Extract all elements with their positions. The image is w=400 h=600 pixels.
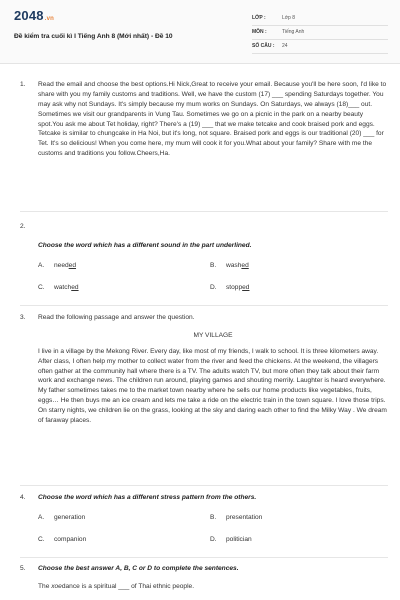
meta-key: MÔN :: [252, 28, 267, 35]
question-4: [20, 493, 388, 545]
question-instruction: Choose the word which has a different stress pattern from the others.: [38, 494, 257, 501]
option-d[interactable]: [210, 283, 382, 293]
option-letter: C.: [38, 283, 45, 291]
option-a[interactable]: [38, 513, 210, 523]
option-stem: watch: [54, 283, 72, 291]
option-c[interactable]: [38, 535, 210, 545]
option-d[interactable]: [210, 535, 382, 545]
option-letter: B.: [210, 261, 217, 269]
question-5: [20, 564, 388, 592]
option-text: presentation: [226, 513, 263, 521]
question-text: Read the email and choose the best options.Hi Nick,Great to receive your email. Because you'll be here soon, I'd like to share with you my family customs and traditions. Well, we have the custom (17) ___ spending Saturdays together. You may ask why not Sundays. It's simply because my mum works on Sundays. On Saturdays, we always (18)___ out. Sometimes we visit our grandparents in Vung Tau. Sometimes we go on a picnic in the park on a nearby beauty spot.You ask me about Tet holiday, right? There's a (19) ___ that we make tetcake and cook braised pork and eggs. Tetcake is similar to chungcake in Ha Noi, but it's long, not square. Braised pork and eggs is our traditional (20) ___ for Tet. It's so delicious! When you come here, my mum will cook it for you.What about your family? Share with me the customs and traditions you follow.Cheers,Ha.: [38, 81, 387, 158]
logo-main: 2048: [14, 8, 44, 23]
option-c[interactable]: [38, 283, 210, 293]
question-instruction: Choose the word which has a different sound in the part underlined.: [38, 242, 252, 249]
answer-options: [38, 261, 388, 293]
answer-options: [38, 513, 388, 545]
question-3: [20, 313, 388, 426]
sentence-start: The: [38, 582, 52, 590]
meta-key: SỐ CÂU :: [252, 42, 275, 49]
question-1: [20, 80, 388, 159]
meta-value: Tiếng Anh: [282, 28, 305, 35]
option-a[interactable]: [38, 261, 210, 271]
option-stem: wash: [226, 261, 242, 269]
option-letter: A.: [38, 513, 45, 521]
option-b[interactable]: [210, 513, 382, 523]
option-text: politician: [226, 535, 252, 543]
option-stem: need: [54, 261, 69, 269]
meta-value: Lớp 8: [282, 14, 296, 21]
sentence-italic: xoe: [51, 582, 62, 590]
meta-subject-row: [252, 26, 388, 40]
question-number: 3.: [20, 314, 26, 321]
question-2: [20, 222, 388, 293]
meta-key: LỚP :: [252, 14, 266, 21]
option-stem: stopp: [226, 283, 243, 291]
option-text: companion: [54, 535, 87, 543]
exam-meta: [252, 12, 388, 54]
sentence-end: dance is a spiritual ___ of Thai ethnic people.: [61, 582, 195, 590]
option-b[interactable]: [210, 261, 382, 271]
option-underlined: ed: [241, 261, 249, 269]
option-letter: D.: [210, 535, 217, 543]
logo-suffix: .vn: [44, 16, 55, 22]
divider: [20, 557, 388, 558]
meta-class-row: [252, 12, 388, 26]
option-underlined: ed: [242, 283, 250, 291]
option-underlined: ed: [71, 283, 79, 291]
divider: [20, 485, 388, 486]
divider: [20, 211, 388, 212]
question-number: 2.: [20, 223, 26, 230]
option-letter: B.: [210, 513, 217, 521]
question-sentence: [38, 582, 388, 592]
question-instruction: Choose the best answer A, B, C or D to complete the sentences.: [38, 565, 239, 572]
meta-value: 24: [282, 42, 288, 49]
question-number: 4.: [20, 494, 26, 501]
site-logo[interactable]: [14, 6, 54, 26]
option-underlined: ed: [68, 261, 77, 269]
exam-title: Đề kiểm tra cuối kì I Tiếng Anh 8 (Mới nhất) - Đề 10: [14, 33, 173, 40]
question-number: 5.: [20, 565, 26, 572]
option-letter: D.: [210, 283, 217, 291]
question-text: Read the following passage and answer the question.: [38, 314, 195, 321]
question-number: 1.: [20, 81, 26, 88]
option-letter: A.: [38, 261, 45, 269]
page-header: [0, 0, 400, 64]
passage-title: MY VILLAGE: [193, 331, 233, 339]
divider: [20, 305, 388, 306]
meta-count-row: [252, 40, 388, 54]
option-letter: C.: [38, 535, 45, 543]
passage-text: I live in a village by the Mekong River. Every day, like most of my friends, I walk to school. It is three kilometers away. After class, I often help my mother to collect water from the river and feed the chickens. At the weekend, the villagers often gather at the community hall where there is a TV. The adults watch TV, but more often they talk about their farm work and exchange news. The children run around, playing games and shouting merrily. Laughter is heard everywhere. My father sometimes takes me to the market town nearby where he sells our home products like vegetables, fruits, eggs… He then buys me an ice cream and lets me take a ride on the electric train in the town square. I love those trips. On starry nights, we children lie on the grass, looking at the sky and daring each other to find the Milky Way . We dream of faraway places.: [38, 347, 387, 425]
option-text: generation: [54, 513, 86, 521]
